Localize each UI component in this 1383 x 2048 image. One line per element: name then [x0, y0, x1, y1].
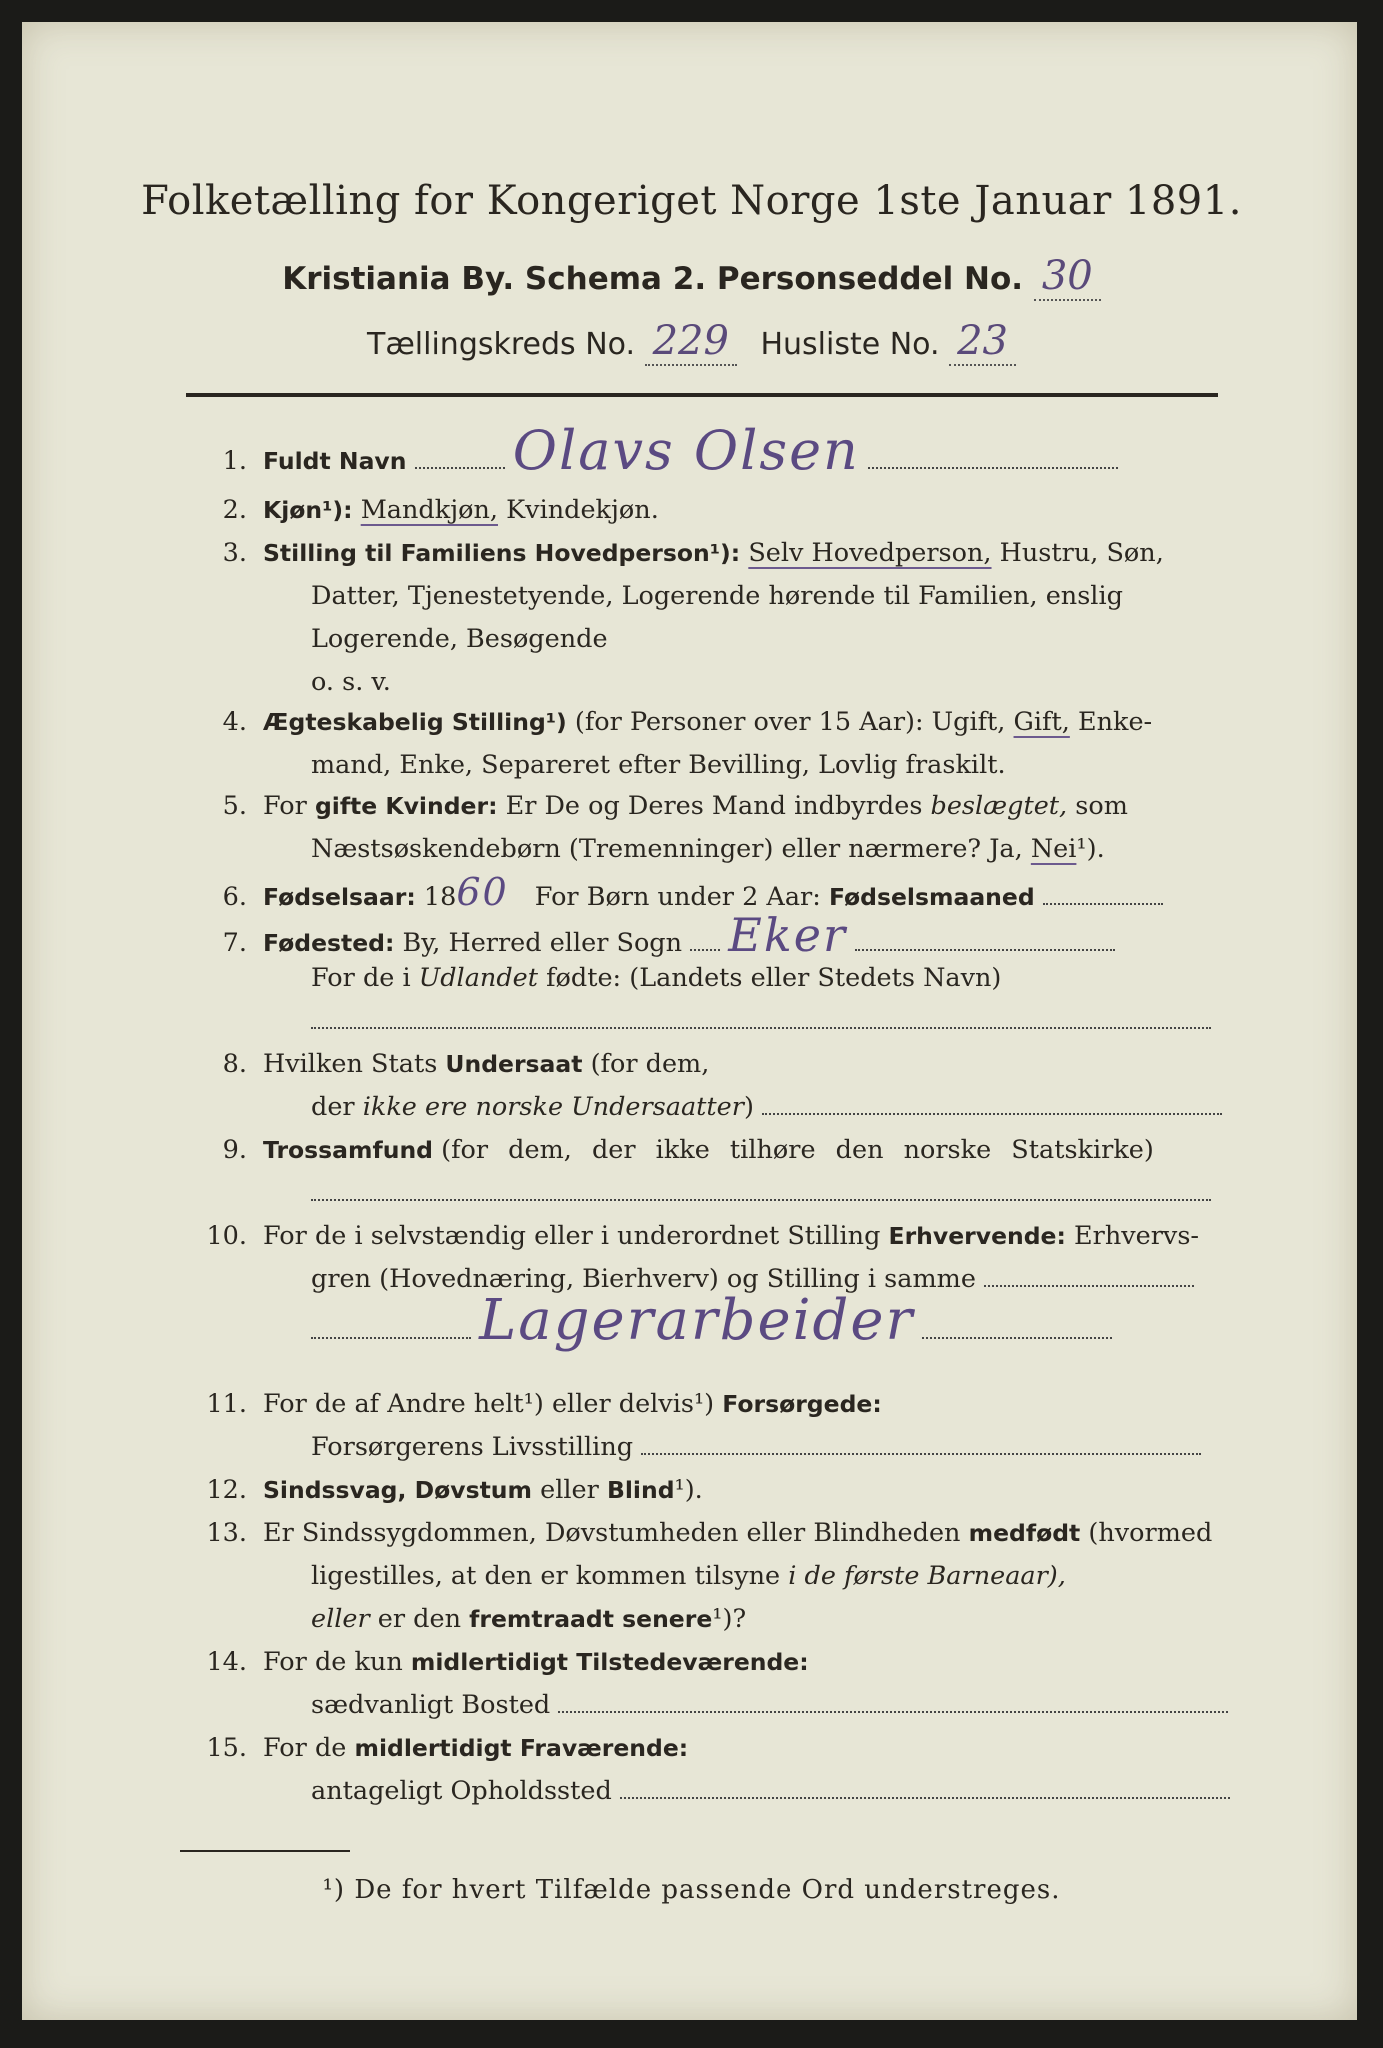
field-temporarily-present: 14. For de kun midlertidigt Tilstedeværende:	[206, 1647, 809, 1677]
occupation-value: Lagerarbeider	[479, 1288, 915, 1353]
field-household-position: 3. Stilling til Familiens Hovedperson¹): Selv Hovedperson, Hustru, Søn,	[222, 538, 1164, 568]
disability-onset-line2: ligestilles, at den er kommen tilsyne i de første Barneaar),	[311, 1561, 1066, 1591]
field-citizenship: 8. Hvilken Stats Undersaat (for dem,	[222, 1049, 710, 1079]
sex-option-male-selected: Mandkjøn,	[360, 495, 498, 525]
dependents-line2: Forsørgerens Livsstilling	[183, 1426, 1351, 1468]
field-disability: 12. Sindssvag, Døvstum eller Blind¹).	[206, 1475, 703, 1505]
birth-year-value: 60	[456, 870, 509, 914]
household-position-options-line2: Datter, Tjenestetyende, Logerende hørende til Familien, enslig	[311, 581, 1123, 611]
birthplace-value: Eker	[728, 908, 847, 962]
kinship-answer-selected: Nei	[1030, 834, 1077, 864]
household-position-selected: Selv Hovedperson,	[748, 538, 992, 568]
household-position-options-line4: o. s. v.	[311, 667, 391, 697]
citizenship-line2: der ikke ere norske Undersaatter)	[183, 1086, 1351, 1128]
taellingskreds-label: Tællingskreds No.	[367, 327, 636, 362]
husliste-label: Husliste No.	[760, 327, 940, 362]
field-married-women: 5. For gifte Kvinder: Er De og Deres Mand indbyrdes beslægtet, som	[222, 791, 1128, 821]
sex-option-female: Kvindekjøn.	[506, 495, 659, 525]
full-name-value: Olavs Olsen	[512, 419, 860, 482]
temporarily-absent-line2: antageligt Opholdssted	[183, 1770, 1351, 1812]
occupation-line2: gren (Hovednæring, Bierhverv) og Stilling i samme	[183, 1258, 1351, 1300]
field-disability-onset: 13. Er Sindssygdommen, Døvstumheden eller Blindheden medfødt (hvormed	[206, 1518, 1213, 1548]
temporarily-present-line2: sædvanligt Bosted	[183, 1684, 1351, 1726]
form-title: Folketælling for Kongeriget Norge 1ste Januar 1891.	[141, 178, 1242, 224]
district-line	[0, 318, 1383, 366]
disability-onset-line3: eller er den fremtraadt senere¹)?	[311, 1604, 747, 1634]
personseddel-number: 30	[1034, 253, 1101, 301]
taellingskreds-number: 229	[645, 318, 737, 366]
field-marital-status: 4. Ægteskabelig Stilling¹) (for Personer over 15 Aar): Ugift, Gift, Enke-	[222, 707, 1153, 737]
field-birthplace: 7. Fødested: By, Herred eller Sogn Eker	[183, 914, 1223, 964]
footnote-divider	[180, 1850, 350, 1852]
occupation-value-line	[183, 1288, 1351, 1353]
field-temporarily-absent: 15. For de midlertidigt Fraværende:	[206, 1733, 689, 1763]
field-religion: 9. Trossamfund (for dem, der ikke tilhøre den norske Statskirke)	[222, 1135, 1154, 1165]
field-dependents: 11. For de af Andre helt¹) eller delvis¹) Forsørgede:	[206, 1389, 882, 1419]
marital-status-options-line2: mand, Enke, Separeret efter Bevilling, Lovlig fraskilt.	[311, 750, 1006, 780]
schema-line-prefix: Kristiania By. Schema 2. Personseddel No.	[282, 261, 1024, 297]
birthplace-abroad-line: For de i Udlandet fødte: (Landets eller Stedets Navn)	[311, 963, 1002, 993]
header-divider	[186, 393, 1218, 397]
footnote: ¹) De for hvert Tilfælde passende Ord understreges.	[322, 1875, 1061, 1905]
field-occupation: 10. For de i selvstændig eller i underordnet Stilling Erhvervende: Erhvervs-	[206, 1221, 1200, 1251]
marital-status-selected: Gift,	[1013, 707, 1070, 737]
husliste-number: 23	[949, 318, 1016, 366]
field-birth-year: 6. Fødselsaar: 1860 For Børn under 2 Aar: Fødselsmaaned	[183, 871, 1223, 918]
schema-line	[0, 253, 1383, 301]
household-position-options-line3: Logerende, Besøgende	[311, 624, 608, 654]
married-women-line2: Næstsøskendebørn (Tremenninger) eller nærmere? Ja, Nei¹).	[311, 834, 1105, 864]
field-full-name: 1. Fuldt Navn Olavs Olsen	[183, 430, 1223, 482]
field-sex: 2. Kjøn¹): Mandkjøn, Kvindekjøn.	[222, 495, 659, 525]
full-name-label: Fuldt Navn	[263, 447, 407, 475]
